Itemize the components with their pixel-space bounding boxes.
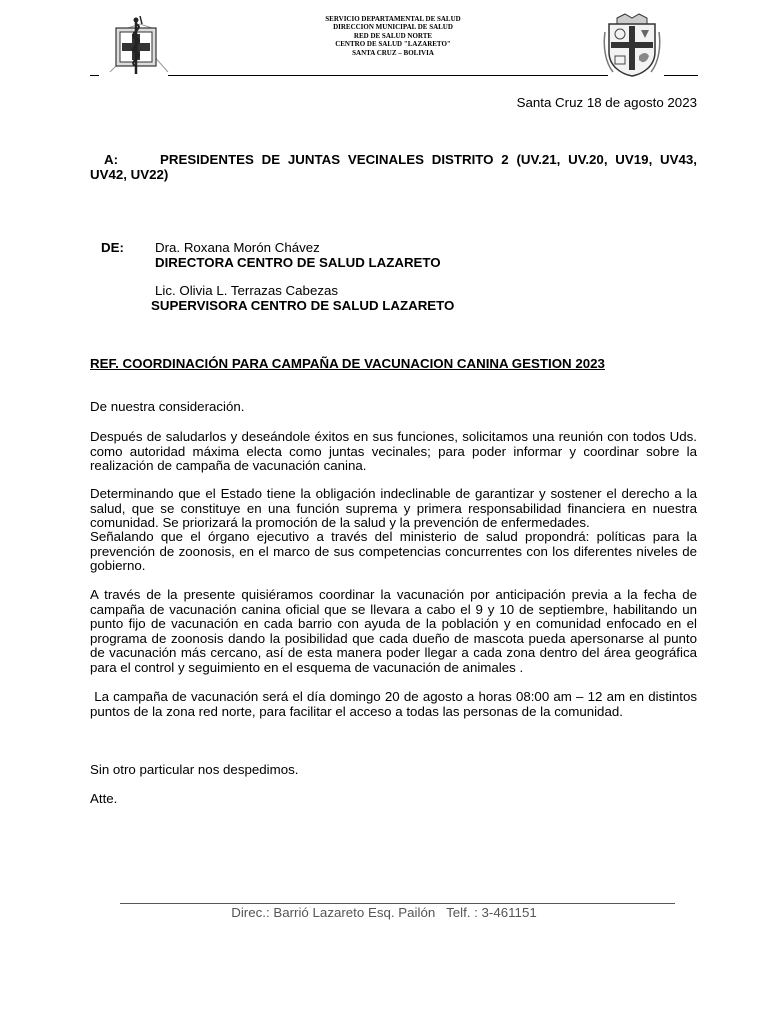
header-line-3: RED DE SALUD NORTE <box>353 31 433 40</box>
letter-date: Santa Cruz 18 de agosto 2023 <box>516 95 697 110</box>
paragraph-3: Señalando que el órgano ejecutivo a través del ministerio de salud propondrá: políticas para la prevención de zoonosis, en el marco de sus competencias concurrentes con los diferentes niveles de gobierno. <box>90 529 697 574</box>
header-rule-center <box>168 75 608 76</box>
coat-of-arms-logo <box>603 12 661 78</box>
header-line-2: DIRECCION MUNICIPAL DE SALUD <box>333 23 453 32</box>
header-line-5: SANTA CRUZ – BOLIVIA <box>352 48 434 57</box>
paragraph-2: Determinando que el Estado tiene la obligación indeclinable de garantizar y sostener el derecho a la salud, que se constituye en una función suprema y primera responsabilidad financiera en nuestra comunidad. Se priorizará la promoción de la salud y la prevención de enfermedades. <box>90 486 697 531</box>
footer-address <box>0 905 768 920</box>
sender-1-title: DIRECTORA CENTRO DE SALUD LAZARETO <box>155 255 441 270</box>
header-line-4: CENTRO DE SALUD "LAZARETO" <box>335 40 451 49</box>
header-rule-right <box>664 75 698 76</box>
reference-line: REF. COORDINACIÓN PARA CAMPAÑA DE VACUNACION CANINA GESTION 2023 <box>90 356 605 371</box>
recipient-text: PRESIDENTES DE JUNTAS VECINALES DISTRITO 2 (UV.21, UV.20, UV19, UV43, UV42, UV22) <box>90 152 697 182</box>
greeting: De nuestra consideración. <box>90 399 245 414</box>
footer-text: Direc.: Barrió Lazareto Esq. Pailón Telf. : 3-461151 <box>231 905 537 920</box>
health-emblem-logo <box>100 14 170 76</box>
sender-label: DE: <box>101 240 124 255</box>
sender-2-title: SUPERVISORA CENTRO DE SALUD LAZARETO <box>151 298 455 313</box>
sender-2-name: Lic. Olivia L. Terrazas Cabezas <box>155 283 339 298</box>
sender-1-name: Dra. Roxana Morón Chávez <box>155 240 320 255</box>
paragraph-1: Después de saludarlos y deseándole éxitos en sus funciones, solicitamos una reunión con todos Uds. como autoridad máxima electa como juntas vecinales; para poder informar y coordinar sobre la realización de campaña de vacunación canina. <box>90 429 697 474</box>
header-rule-left <box>90 75 99 76</box>
sign-off: Atte. <box>90 791 118 806</box>
footer-rule <box>120 903 675 904</box>
closing: Sin otro particular nos despedimos. <box>90 762 299 777</box>
institution-header <box>293 15 493 57</box>
recipient-block <box>90 152 697 182</box>
paragraph-4: A través de la presente quisiéramos coordinar la vacunación por anticipación previa a la fecha de campaña de vacunación canina oficial que se llevara a cabo el 9 y 10 de septiembre, habilitando un punto fijo de vacunación en cada barrio con ayuda de la población y en comunidad enfocado en el programa de zoonosis dando la posibilidad que cada dueño de mascota pueda apersonarse al punto de vacunación más cercano, así de esta manera poder llegar a cada zona dentro del área geográfica para el control y seguimiento en el esquema de vacunación de animales . <box>90 587 697 675</box>
recipient-label: A: <box>104 152 119 167</box>
header-line-1: SERVICIO DEPARTAMENTAL DE SALUD <box>325 15 461 23</box>
paragraph-5: La campaña de vacunación será el día domingo 20 de agosto a horas 08:00 am – 12 am en distintos puntos de la zona red norte, para facilitar el acceso a todas las personas de la comunidad. <box>90 689 701 719</box>
